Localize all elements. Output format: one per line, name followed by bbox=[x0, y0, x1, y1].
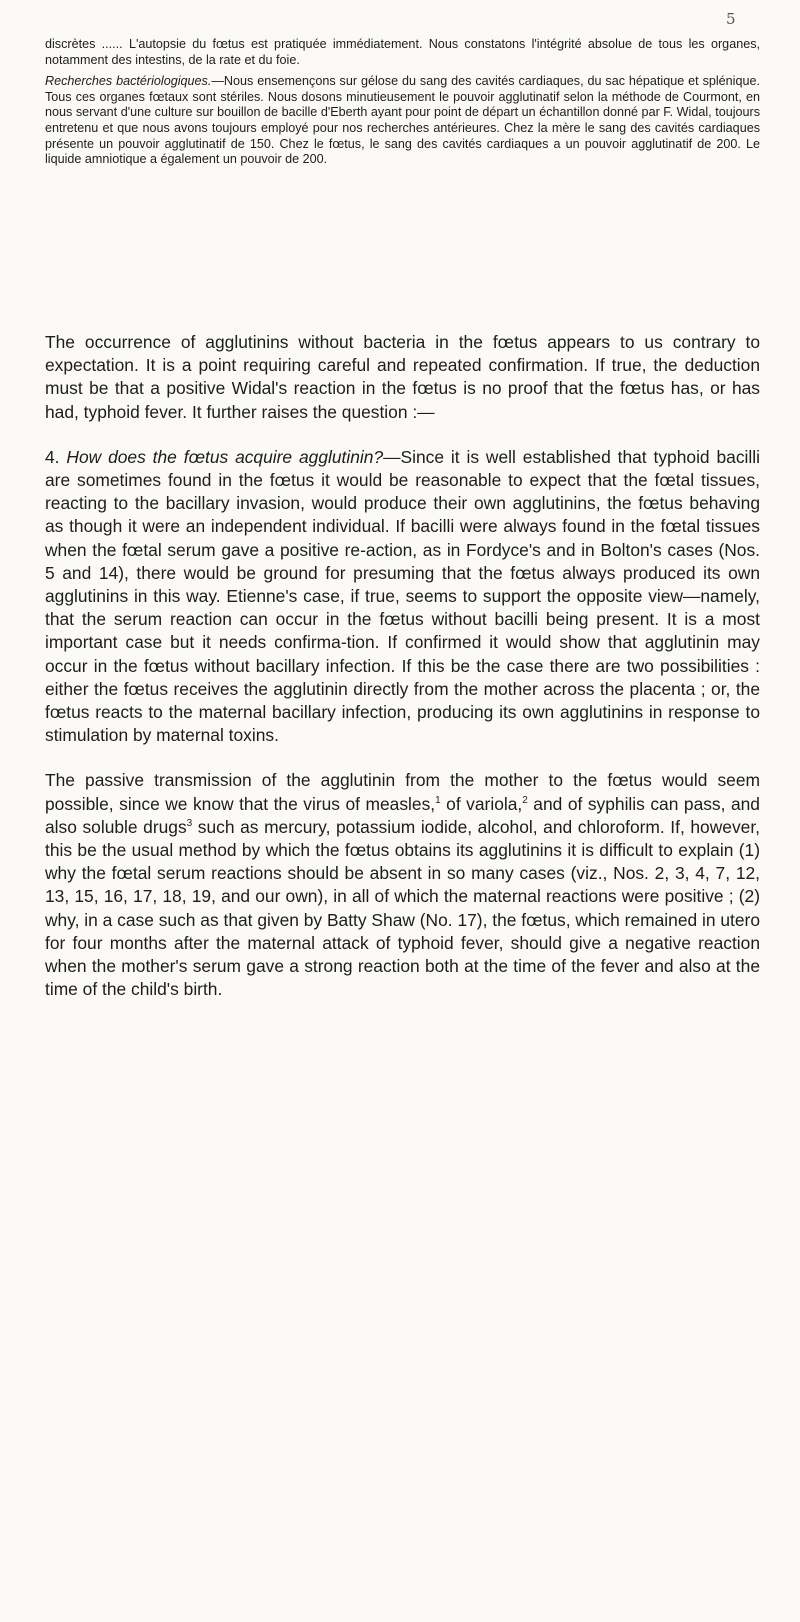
transmission-text-part-1: The passive transmission of the agglutinin from the mother to the fœtus would seem possible, since we know that the virus of measles, bbox=[45, 770, 760, 814]
footnote-ref-3: 3 bbox=[186, 818, 193, 830]
french-bacteriology-heading: Recherches bactériologiques. bbox=[45, 74, 212, 89]
passive-transmission-paragraph bbox=[45, 769, 760, 1001]
page-number: 5 bbox=[726, 10, 736, 28]
footnote-ref-1: 1 bbox=[435, 794, 441, 806]
question-number: 4. bbox=[45, 446, 60, 467]
question-heading: How does the fœtus acquire agglutinin? bbox=[66, 446, 384, 467]
agglutinins-paragraph: The occurrence of agglutinins without bacteria in the fœtus appears to us contrary to expectation. It is a point requiring careful and repeated confirmation. If true, the deduction must be that a positive Widal's reaction in the fœtus is no proof that the fœtus has, or has had, typhoid fever. It further raises the question :— bbox=[45, 332, 760, 422]
french-bacteriology-text: —Nous ensemençons sur gélose du sang des cavités cardiaques, du sac hépatique et splénique. Tous ces organes fœtaux sont stériles. Nous dosons minutieusement le pouvoir agglutinatif selon la méthode de Courmont, en nous servant d'une culture sur bouillon de bacille d'Eberth ayant pour point de départ un échantillon donné par F. Widal, toujours entretenu et que nous avons toujours employé pour nos recherches antérieures. Chez la mère le sang des cavités cardiaques présente un pouvoir agglutinatif de 150. Chez le fœtus, le sang des cavités cardiaques a un pouvoir agglutinatif de 200. Le liquide amniotique a également un pouvoir de 200. bbox=[45, 74, 760, 167]
french-notes bbox=[45, 37, 760, 174]
french-autopsy-paragraph: discrètes ...... L'autopsie du fœtus est pratiquée immédiatement. Nous constatons l'intégrité absolue de tous les organes, notamment des intestins, de la rate et du foie. bbox=[45, 37, 760, 67]
transmission-text-part-3: and of syphilis can pass, and also soluble drugs bbox=[45, 793, 760, 837]
english-body bbox=[45, 331, 760, 1023]
french-bacteriology-paragraph bbox=[45, 74, 760, 168]
transmission-text-part-4: such as mercury, potassium iodide, alcohol, and chloroform. If, however, this be the usual method by which the fœtus obtains its agglutinins it is difficult to explain (1) why the fœtal serum reactions should be absent in so many cases (viz., Nos. 2, 3, 4, 7, 12, 13, 15, 16, 17, 18, 19, and our own), in all of which the maternal reactions were positive ; (2) why, in a case such as that given by Batty Shaw (No. 17), the fœtus, which remained in utero for four months after the maternal attack of typhoid fever, should give a negative reaction when the mother's serum gave a strong reaction both at the time of the fever and also at the time of the child's birth. bbox=[45, 816, 760, 1000]
question-discussion: —Since it is well established that typhoid bacilli are sometimes found in the fœtus it would be reasonable to expect that the fœtal tissues, reacting to the bacillary invasion, would produce their own agglutinins, the fœtus behaving as though it were an independent individual. If bacilli were always found in the fœtal tissues when the fœtal serum gave a positive re-action, as in Fordyce's and in Bolton's cases (Nos. 5 and 14), there would be ground for presuming that the fœtus always produced its own agglutinins in this way. Etienne's case, if true, seems to support the opposite view—namely, that the serum reaction can occur in the fœtus without bacilli being present. It is a most important case but it needs confirma-tion. If confirmed it would show that agglutinin may occur in the fœtus without bacillary infection. If this be the case there are two possibilities : either the fœtus receives the agglutinin directly from the mother across the placenta ; or, the fœtus reacts to the maternal bacillary infection, producing its own agglutinins in response to stimulation by maternal toxins. bbox=[45, 446, 760, 746]
transmission-text-part-2: of variola, bbox=[440, 793, 523, 814]
fetus-agglutinin-paragraph bbox=[45, 446, 760, 748]
footnote-ref-2: 2 bbox=[522, 794, 528, 806]
